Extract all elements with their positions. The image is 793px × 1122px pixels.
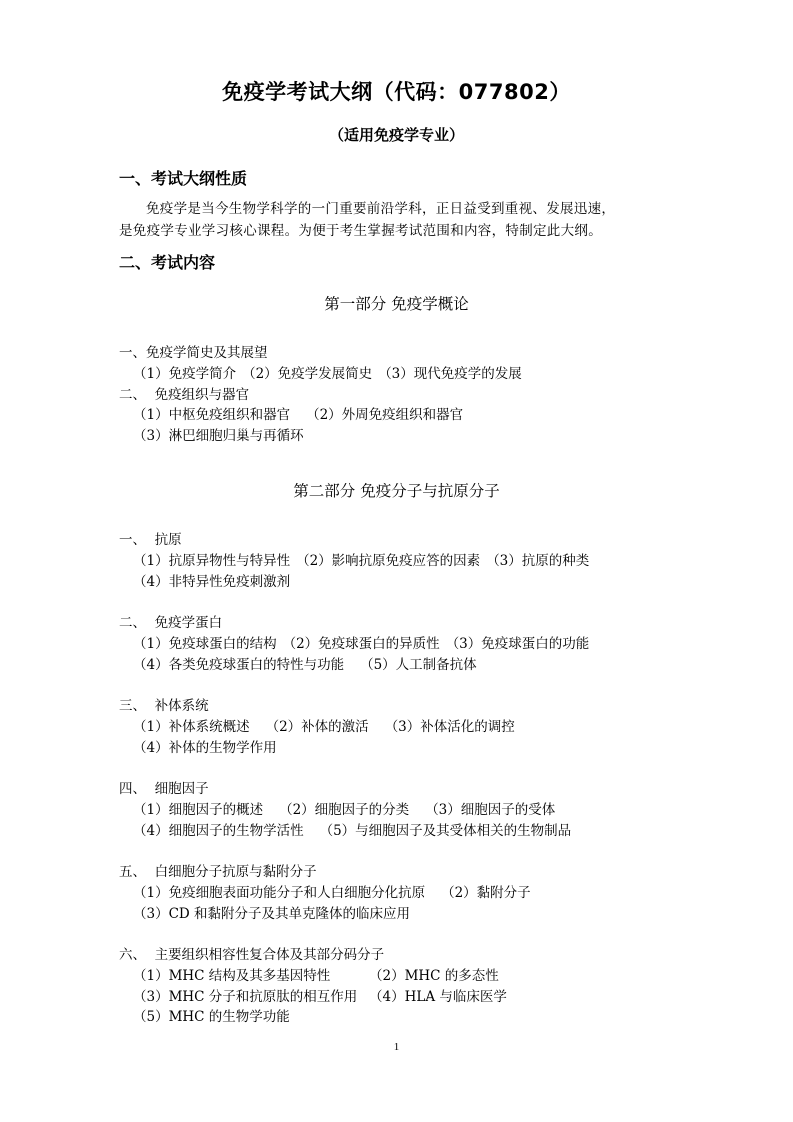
- topic-item: （4）细胞因子的生物学活性: [133, 822, 304, 839]
- topic-item: （2）细胞因子的分类: [279, 801, 410, 818]
- topic-row: [119, 655, 589, 676]
- topic-row: [119, 987, 507, 1008]
- topic-row: [119, 364, 522, 385]
- document-subtitle: （适用免疫学专业）: [328, 126, 464, 144]
- topic-item: （5）人工制备抗体: [360, 656, 477, 673]
- chapter-heading: 一、免疫学简史及其展望: [119, 345, 268, 361]
- topic-row: [119, 966, 507, 987]
- topic-item: （2）免疫学发展简史: [242, 365, 373, 382]
- chapter-heading: 二、 免疫学蛋白: [119, 615, 223, 631]
- topic-item: （1）免疫细胞表面功能分子和人白细胞分化抗原: [133, 884, 426, 901]
- topic-item: （3）CD 和黏附分子及其单克隆体的临床应用: [133, 905, 411, 922]
- chapter-block: [119, 613, 589, 675]
- chapter-block: [119, 945, 507, 1028]
- topic-item: （3）MHC 分子和抗原肽的相互作用: [133, 988, 358, 1005]
- chapter-block: [119, 862, 531, 924]
- topic-item: （2）免疫球蛋白的异质性: [282, 635, 440, 652]
- section-heading-content: 二、考试内容: [119, 253, 216, 272]
- chapter-block: [119, 696, 515, 758]
- topic-row: [119, 1007, 507, 1028]
- topic-item: （2）MHC 的多态性: [369, 967, 499, 984]
- topic-item: （4）HLA 与临床医学: [369, 988, 507, 1005]
- chapter-heading: 六、 主要组织相容性复合体及其部分码分子: [119, 947, 385, 963]
- topic-item: （1）MHC 结构及其多基因特性: [133, 967, 331, 984]
- document-title: 免疫学考试大纲（代码：077802）: [222, 80, 571, 104]
- topic-item: （3）现代免疫学的发展: [378, 365, 522, 382]
- section-heading-nature: 一、考试大纲性质: [119, 169, 248, 188]
- chapter-heading: 二、 免疫组织与器官: [119, 386, 250, 403]
- topic-item: （4）各类免疫球蛋白的特性与功能: [133, 656, 345, 673]
- topic-item: （3）免疫球蛋白的功能: [445, 635, 590, 652]
- chapter-block: [119, 343, 522, 447]
- topic-item: （3）抗原的种类: [486, 552, 590, 569]
- topic-item: （4）补体的生物学作用: [133, 739, 277, 756]
- part-title: 第二部分 免疫分子与抗原分子: [293, 482, 500, 500]
- topic-item: （3）淋巴细胞归巢与再循环: [133, 428, 304, 445]
- topic-item: （3）细胞因子的受体: [425, 801, 556, 818]
- topic-item: （5）与细胞因子及其受体相关的生物制品: [319, 822, 572, 839]
- chapter-block: [119, 530, 589, 592]
- section-paragraph-nature: [119, 198, 679, 242]
- topic-item: （2）外周免疫组织和器官: [306, 407, 464, 424]
- topic-item: （1）中枢免疫组织和器官: [133, 407, 291, 424]
- topic-item: （1）抗原异物性与特异性: [133, 552, 291, 569]
- chapter-block: [119, 779, 571, 841]
- page-number: 1: [393, 1041, 400, 1053]
- paragraph-line: 是免疫学专业学习核心课程。为便于考生掌握考试范围和内容，特制定此大纲。: [119, 223, 602, 239]
- topic-item: （5）MHC 的生物学功能: [133, 1009, 290, 1026]
- chapter-heading: 四、 细胞因子: [119, 781, 209, 797]
- topic-item: （3）补体活化的调控: [384, 718, 515, 735]
- part-title: 第一部分 免疫学概论: [324, 295, 469, 313]
- topic-item: （2）补体的激活: [265, 718, 369, 735]
- chapter-heading: 三、 补体系统: [119, 698, 209, 714]
- topic-item: （4）非特异性免疫刺激剂: [133, 573, 291, 590]
- topic-row: [119, 551, 589, 572]
- topic-row: [119, 426, 522, 447]
- topic-item: （2）黏附分子: [441, 884, 531, 901]
- topic-item: （2）影响抗原免疫应答的因素: [296, 552, 481, 569]
- topic-item: （1）细胞因子的概述: [133, 801, 264, 818]
- topic-item: （1）免疫球蛋白的结构: [133, 635, 277, 652]
- topic-row: [119, 821, 571, 842]
- topic-item: （1）免疫学简介: [133, 365, 237, 382]
- paragraph-line: 免疫学是当今生物学科学的一门重要前沿学科，正日益受到重视、发展迅速，: [146, 201, 616, 217]
- chapter-heading: 五、 白细胞分子抗原与黏附分子: [119, 864, 317, 880]
- topic-row: [119, 717, 515, 738]
- topic-row: [119, 634, 589, 655]
- topic-row: [119, 572, 589, 593]
- topic-item: （1）补体系统概述: [133, 718, 250, 735]
- topic-row: [119, 883, 531, 904]
- chapter-heading: 一、 抗原: [119, 532, 182, 548]
- topic-row: [119, 904, 531, 925]
- topic-row: [119, 405, 522, 426]
- topic-row: [119, 738, 515, 759]
- topic-row: [119, 800, 571, 821]
